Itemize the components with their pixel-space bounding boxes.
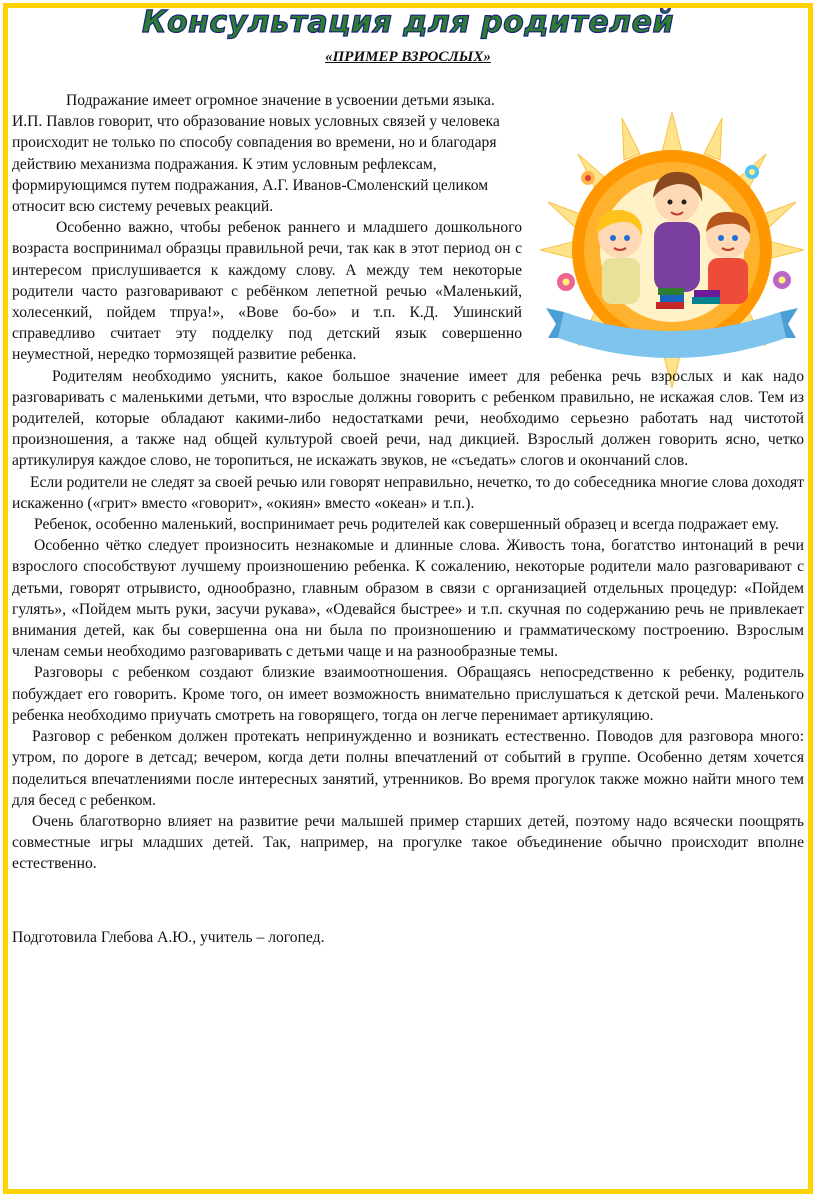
page-subtitle: «ПРИМЕР ВЗРОСЛЫХ» (325, 49, 491, 65)
paragraph-6: Особенно чётко следует произносить незнакомые и длинные слова. Живость тона, богатство интонаций в речи взрослого способствуют лучшему произношению ребенка. К сожалению, некоторые родители мало разговаривают с детьми, говорят отрывисто, однообразно, главным образом в связи с организацией отдельных процедур: «Пойдем гулять», «Пойдем мыть руки, засучи рукава», «Одевайся быстрее» и т.п. скучная по содержанию речь не привлекает внимания детей, как бы совершенна она ни была по произношению и грамматическому построению. Взрослым членам семьи необходимо разговаривать с детьми чаще и на разнообразные темы. (12, 537, 804, 661)
author-signature: Подготовила Глебова А.Ю., учитель – логопед. (12, 928, 325, 946)
paragraph-5: Ребенок, особенно маленький, воспринимает речь родителей как совершенный образец и всегда подражает ему. (34, 516, 779, 534)
paragraph-2: Особенно важно, чтобы ребенок раннего и младшего дошкольного возраста воспринимал образцы правильной речи, так как в этот период он с интересом прислушивается к каждому слову. А между тем некоторые родители часто разговаривают с ребёнком лепетной речью «Маленький, холесенкий, пойдем тпруа!», «Вове бо-бо» и т.п. К.Д. Ушинский справедливо считает эту подделку под детский язык совершенно неуместной, нередко тормозящей развитие ребенка. (12, 219, 522, 364)
paragraph-4: Если родители не следят за своей речью или говорят неправильно, нечетко, то до собеседника многие слова доходят искаженно («грит» вместо «говорит», «окиян» вместо «океан» и т.п.). (12, 473, 804, 512)
paragraph-1: Подражание имеет огромное значение в усвоении детьми языка. И.П. Павлов говорит, что образование новых условных связей у человека происходит не только по способу совпадения во времени, но и благодаря действию механизма подражания. К этим условным рефлексам, формирующимся путем подражания, А.Г. Иванов-Смоленский целиком относит всю систему речевых реакций. (12, 92, 500, 216)
paragraph-7: Разговоры с ребенком создают близкие взаимоотношения. Обращаясь непосредственно к ребенку, родитель побуждает его говорить. Кроме того, он имеет возможность внимательно прислушаться к детской речи. Маленького ребенка необходимо приучать смотреть на говорящего, тогда он легче перенимает артикуляцию. (12, 664, 804, 724)
article-body (12, 90, 804, 948)
page-title: Консультация для родителей (141, 5, 675, 40)
paragraph-8: Разговор с ребенком должен протекать непринужденно и возникать естественно. Поводов для разговора много: утром, по дороге в детсад; вечером, когда дети полны впечатлений от событий в группе. Особенно детям хочется поделиться впечатлениями после интересных занятий, утренников. Во время прогулок также можно найти много тем для бесед с ребенком. (12, 728, 804, 809)
paragraph-9: Очень благотворно влияет на развитие речи малышей пример старших детей, поэтому надо всячески поощрять совместные игры младших детей. Так, например, на прогулке такое объединение обычно происходит вполне естественно. (12, 812, 804, 873)
paragraph-3: Родителям необходимо уяснить, какое большое значение имеет для ребенка речь взрослых и как надо разговаривать с маленькими детьми, что взрослые должны говорить с ребенком правильно, не искажая слов. Тем из родителей, которые обладают какими-либо недостатками речи, необходимо серьезно работать над чистотой произношения, а также над общей культурой своей речи, над дикцией. Взрослый должен говорить ясно, четко артикулируя каждое слово, не торопиться, не искажать звуков, не «съедать» слогов и окончаний слов. (12, 367, 804, 470)
